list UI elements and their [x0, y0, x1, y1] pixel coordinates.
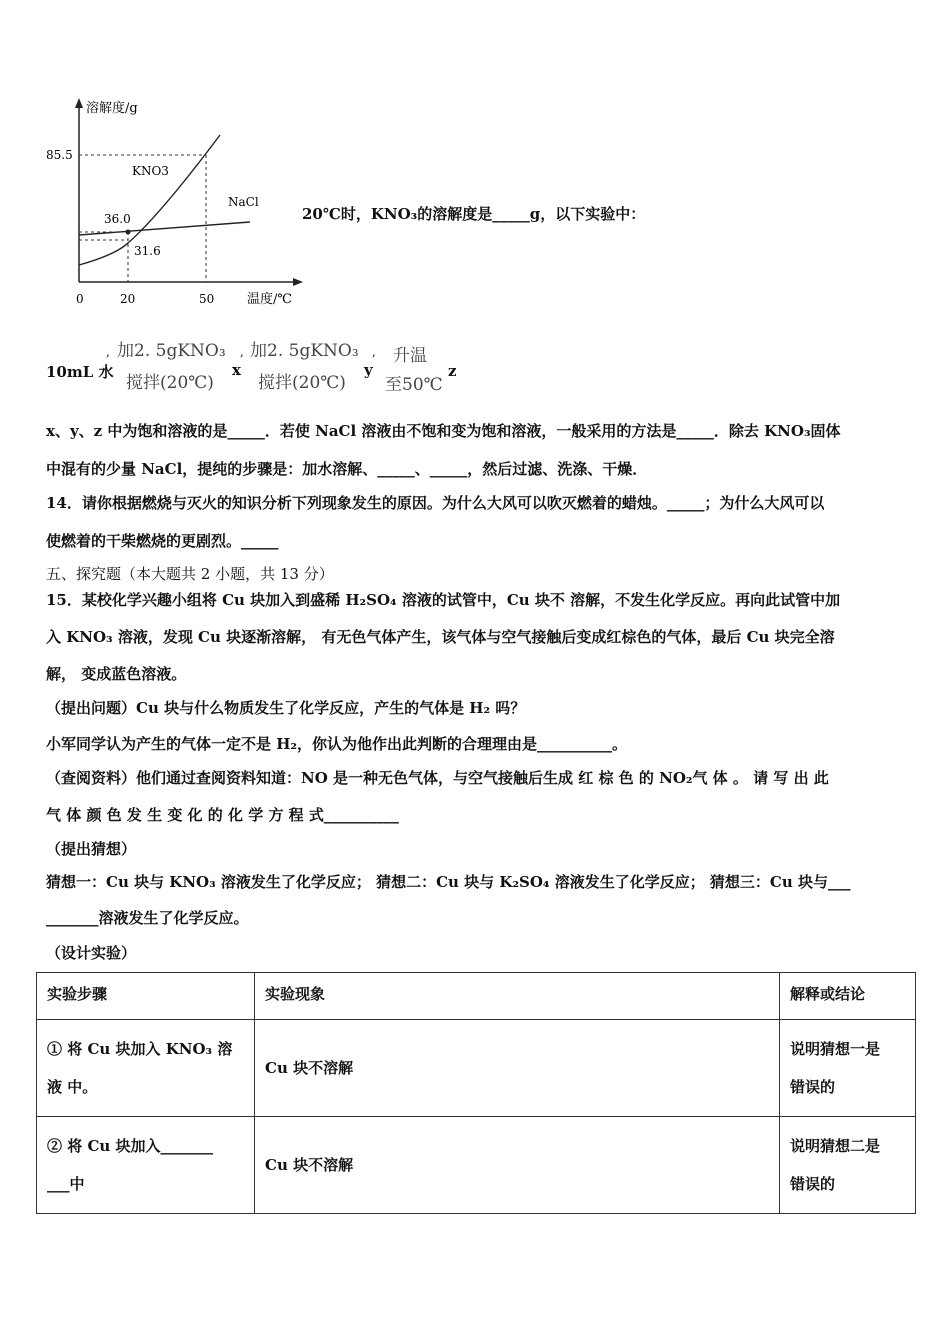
q15-line1: 15．某校化学兴趣小组将 Cu 块加入到盛稀 H₂SO₄ 溶液的试管中，Cu 块不 溶解，不发生化学反应。再向此试管中加 [46, 591, 841, 609]
intersection-point [126, 230, 131, 235]
section-title: 五、探究题（本大题共 2 小题，共 13 分） [46, 565, 334, 583]
header-steps: 实验步骤 [37, 973, 255, 1020]
x-tick-50: 50 [199, 292, 215, 306]
q15-line3: 解， 变成蓝色溶液。 [46, 665, 187, 683]
x-tick-20: 20 [120, 292, 136, 306]
q15-guess-title: （提出猜想） [46, 840, 137, 858]
row1-phenomenon: Cu 块不溶解 [255, 1020, 780, 1117]
flow-step2-top: 加2. 5gKNO₃ [250, 341, 359, 361]
flow-arrow-1: , [106, 345, 110, 359]
y-axis-arrow [75, 98, 83, 108]
q13-line1: 20℃时，KNO₃的溶解度是_____g，以下实验中： [302, 205, 646, 223]
q15-design-title: （设计实验） [46, 944, 137, 962]
flow-step1-top: 加2. 5gKNO₃ [117, 341, 226, 361]
table-row [37, 1020, 916, 1117]
flow-step1-bottom: 搅拌(20℃) [126, 373, 214, 393]
flow-arrow-2: , [240, 345, 244, 359]
row1-conclusion-line2: 错误的 [790, 1078, 836, 1096]
header-conclusion: 解释或结论 [780, 973, 916, 1020]
flow-arrow-3: , [372, 345, 376, 359]
x-axis-arrow [293, 278, 303, 286]
q15-line2: 入 KNO₃ 溶液，发现 Cu 块逐渐溶解， 有无色气体产生，该气体与空气接触后变成红棕色的气体，最后 Cu 块完全溶 [46, 628, 835, 646]
q13-line2: x、y、z 中为饱和溶液的是_____．若使 NaCl 溶液由不饱和变为饱和溶液，一般采用的方法是_____．除去 KNO₃固体 [46, 422, 841, 440]
row2-phenomenon: Cu 块不溶解 [255, 1117, 780, 1214]
row2-step-line1: ② 将 Cu 块加入_______ [47, 1137, 214, 1155]
x-tick-0: 0 [76, 292, 84, 306]
row2-conclusion [780, 1117, 916, 1214]
experiment-table [36, 972, 916, 1214]
row1-step-line1: ① 将 Cu 块加入 KNO₃ 溶 [47, 1040, 233, 1058]
q15-guess2: _______溶液发生了化学反应。 [46, 909, 249, 927]
flow-label-x: x [232, 361, 241, 379]
row2-step [37, 1117, 255, 1214]
flow-step3-top: 升温 [393, 346, 427, 366]
q13-line3: 中混有的少量 NaCl，提纯的步骤是：加水溶解、_____、_____，然后过滤、洗涤、干燥． [46, 460, 648, 478]
y-axis-label: 溶解度/g [86, 101, 138, 116]
table-header-row [37, 973, 916, 1020]
q15-guess1: 猜想一：Cu 块与 KNO₃ 溶液发生了化学反应； 猜想二：Cu 块与 K₂SO₄ 溶液发生了化学反应； 猜想三：Cu 块与___ [46, 873, 851, 891]
y-tick-85-5: 85.5 [46, 148, 73, 162]
row1-step [37, 1020, 255, 1117]
row1-conclusion [780, 1020, 916, 1117]
q15-ref1: （查阅资料）他们通过查阅资料知道：NO 是一种无色气体，与空气接触后生成 红 棕 色 的 NO₂气 体 。 请 写 出 此 [46, 769, 829, 787]
y-tick-36: 36.0 [104, 212, 131, 226]
row2-conclusion-line2: 错误的 [790, 1175, 836, 1193]
row2-conclusion-line1: 说明猜想二是 [790, 1137, 881, 1155]
flow-start: 10mL 水 [46, 363, 114, 381]
header-phenomenon: 实验现象 [255, 973, 780, 1020]
row1-conclusion-line1: 说明猜想一是 [790, 1040, 881, 1058]
nacl-label: NaCl [228, 195, 259, 209]
flow-step3-bottom: 至50℃ [385, 375, 443, 395]
y-tick-31-6: 31.6 [134, 244, 161, 258]
row2-step-line2: ___中 [47, 1175, 85, 1193]
q14-line1: 14．请你根据燃烧与灭火的知识分析下列现象发生的原因。为什么大风可以吹灭燃着的蜡烛。_____；为什么大风可以 [46, 494, 825, 512]
x-axis-label: 温度/℃ [247, 292, 292, 307]
flow-label-y: y [364, 361, 373, 379]
flow-step2-bottom: 搅拌(20℃) [258, 373, 346, 393]
kno3-label: KNO3 [132, 164, 169, 178]
q15-ref2: 气 体 颜 色 发 生 变 化 的 化 学 方 程 式__________ [46, 806, 399, 824]
flow-label-z: z [448, 362, 457, 380]
table-row [37, 1117, 916, 1214]
q15-question: （提出问题）Cu 块与什么物质发生了化学反应，产生的气体是 H₂ 吗？ [46, 699, 526, 717]
row1-step-line2: 液 中。 [47, 1078, 98, 1096]
q15-xiaojun: 小军同学认为产生的气体一定不是 H₂，你认为他作出此判断的合理理由是__________。 [46, 735, 627, 753]
solubility-graph [40, 95, 310, 320]
q14-line2: 使燃着的干柴燃烧的更剧烈。_____ [46, 532, 279, 550]
